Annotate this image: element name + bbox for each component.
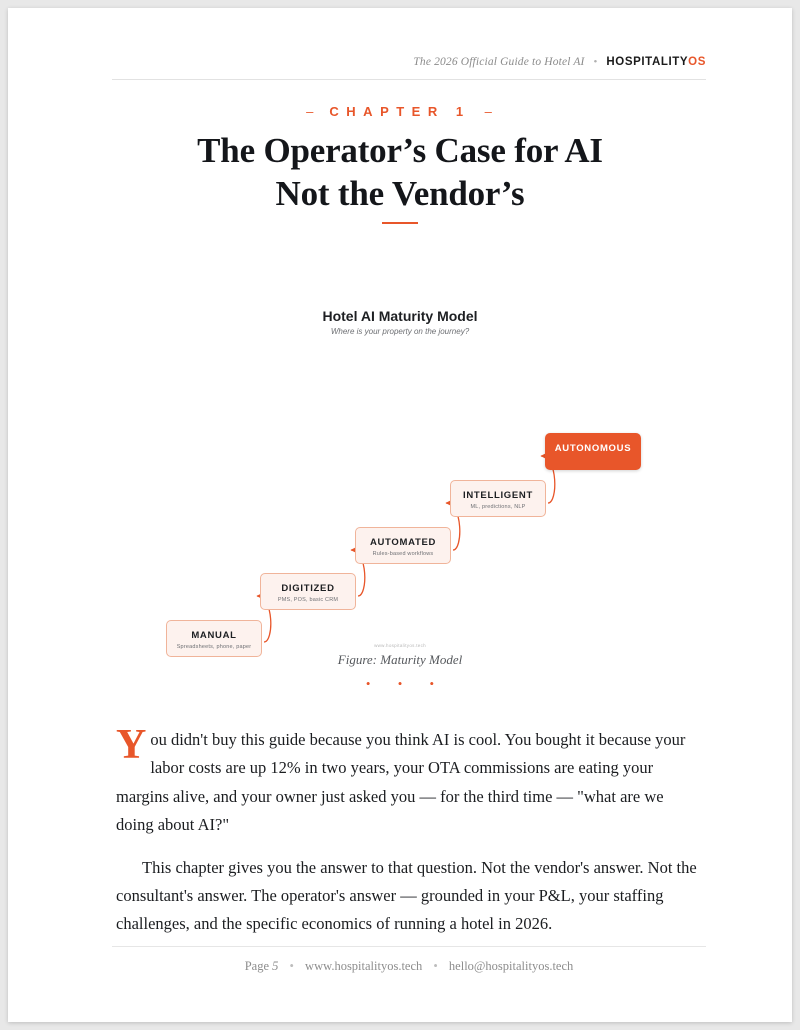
- stage-autonomous-name: AUTONOMOUS: [554, 443, 632, 454]
- running-header-title: The 2026 Official Guide to Hotel AI: [413, 56, 585, 68]
- stage-intelligent-desc: ML, predictions, NLP: [470, 504, 526, 510]
- figure-caption: Figure: Maturity Model: [337, 652, 463, 667]
- brand-main: HOSPITALITY: [606, 56, 689, 68]
- maturity-model-diagram: [98, 350, 702, 650]
- document-page: [8, 8, 792, 1022]
- drop-cap: Y: [116, 722, 147, 768]
- body-paragraph-1-text: ou didn't buy this guide because you think AI is cool. You bought it because your labor costs are up 12% in two years, your OTA commissions are eating your margins alive, and your owner just asked you — for the third time — "what are we doing about AI?": [116, 730, 686, 835]
- stage-autonomous[interactable]: [545, 433, 641, 470]
- figure-subtitle: Where is your property on the journey?: [330, 327, 470, 336]
- chapter-dash-left: –: [306, 104, 316, 119]
- figure-title: Hotel AI Maturity Model: [322, 308, 478, 324]
- footer-page-number: 5: [272, 959, 279, 973]
- stage-automated[interactable]: [355, 527, 451, 564]
- stage-manual-desc: Spreadsheets, phone, paper: [176, 644, 252, 650]
- footer-page-word: Page: [244, 959, 270, 973]
- body-paragraph-1: [116, 722, 704, 840]
- stage-automated-desc: Rules-based workflows: [372, 551, 434, 557]
- chapter-label: [8, 104, 792, 119]
- stage-intelligent-name: INTELLIGENT: [463, 490, 533, 501]
- footer-separator-2: •: [433, 959, 438, 973]
- stage-digitized-desc: PMS, POS, basic CRM: [277, 597, 339, 603]
- page-title: [98, 130, 702, 215]
- brand-wordmark: [606, 56, 706, 68]
- body-copy: [116, 722, 704, 953]
- running-header-separator: •: [593, 56, 598, 68]
- brand-accent: OS: [688, 56, 706, 68]
- diagram-connectors: [98, 350, 702, 650]
- page-footer: [112, 946, 706, 974]
- section-dinkus: • • •: [365, 676, 447, 691]
- chapter-title-line-2: Not the Vendor’s: [275, 173, 525, 213]
- chapter-dash-right: –: [484, 104, 494, 119]
- stage-manual-name: MANUAL: [191, 630, 237, 641]
- running-header: [112, 52, 706, 80]
- footer-email[interactable]: hello@hospitalityos.tech: [448, 959, 574, 973]
- title-divider: [382, 222, 418, 224]
- stage-manual[interactable]: [166, 620, 262, 657]
- figure-block: [98, 308, 702, 668]
- figure-watermark: www.hospitalityos.tech: [374, 643, 426, 648]
- stage-intelligent[interactable]: [450, 480, 546, 517]
- stage-automated-name: AUTOMATED: [369, 537, 437, 548]
- footer-website[interactable]: www.hospitalityos.tech: [305, 959, 423, 973]
- body-paragraph-2: This chapter gives you the answer to that question. Not the vendor's answer. Not the consultant's answer. The operator's answer — grounded in your P&L, your staffing challenges, and the specific economics of running a hotel in 2026.: [116, 857, 697, 934]
- stage-digitized[interactable]: [260, 573, 356, 610]
- stage-digitized-name: DIGITIZED: [281, 583, 335, 594]
- chapter-title-line-1: The Operator’s Case for AI: [197, 131, 603, 170]
- footer-separator-1: •: [289, 959, 294, 973]
- chapter-label-text: CHAPTER 1: [329, 104, 471, 119]
